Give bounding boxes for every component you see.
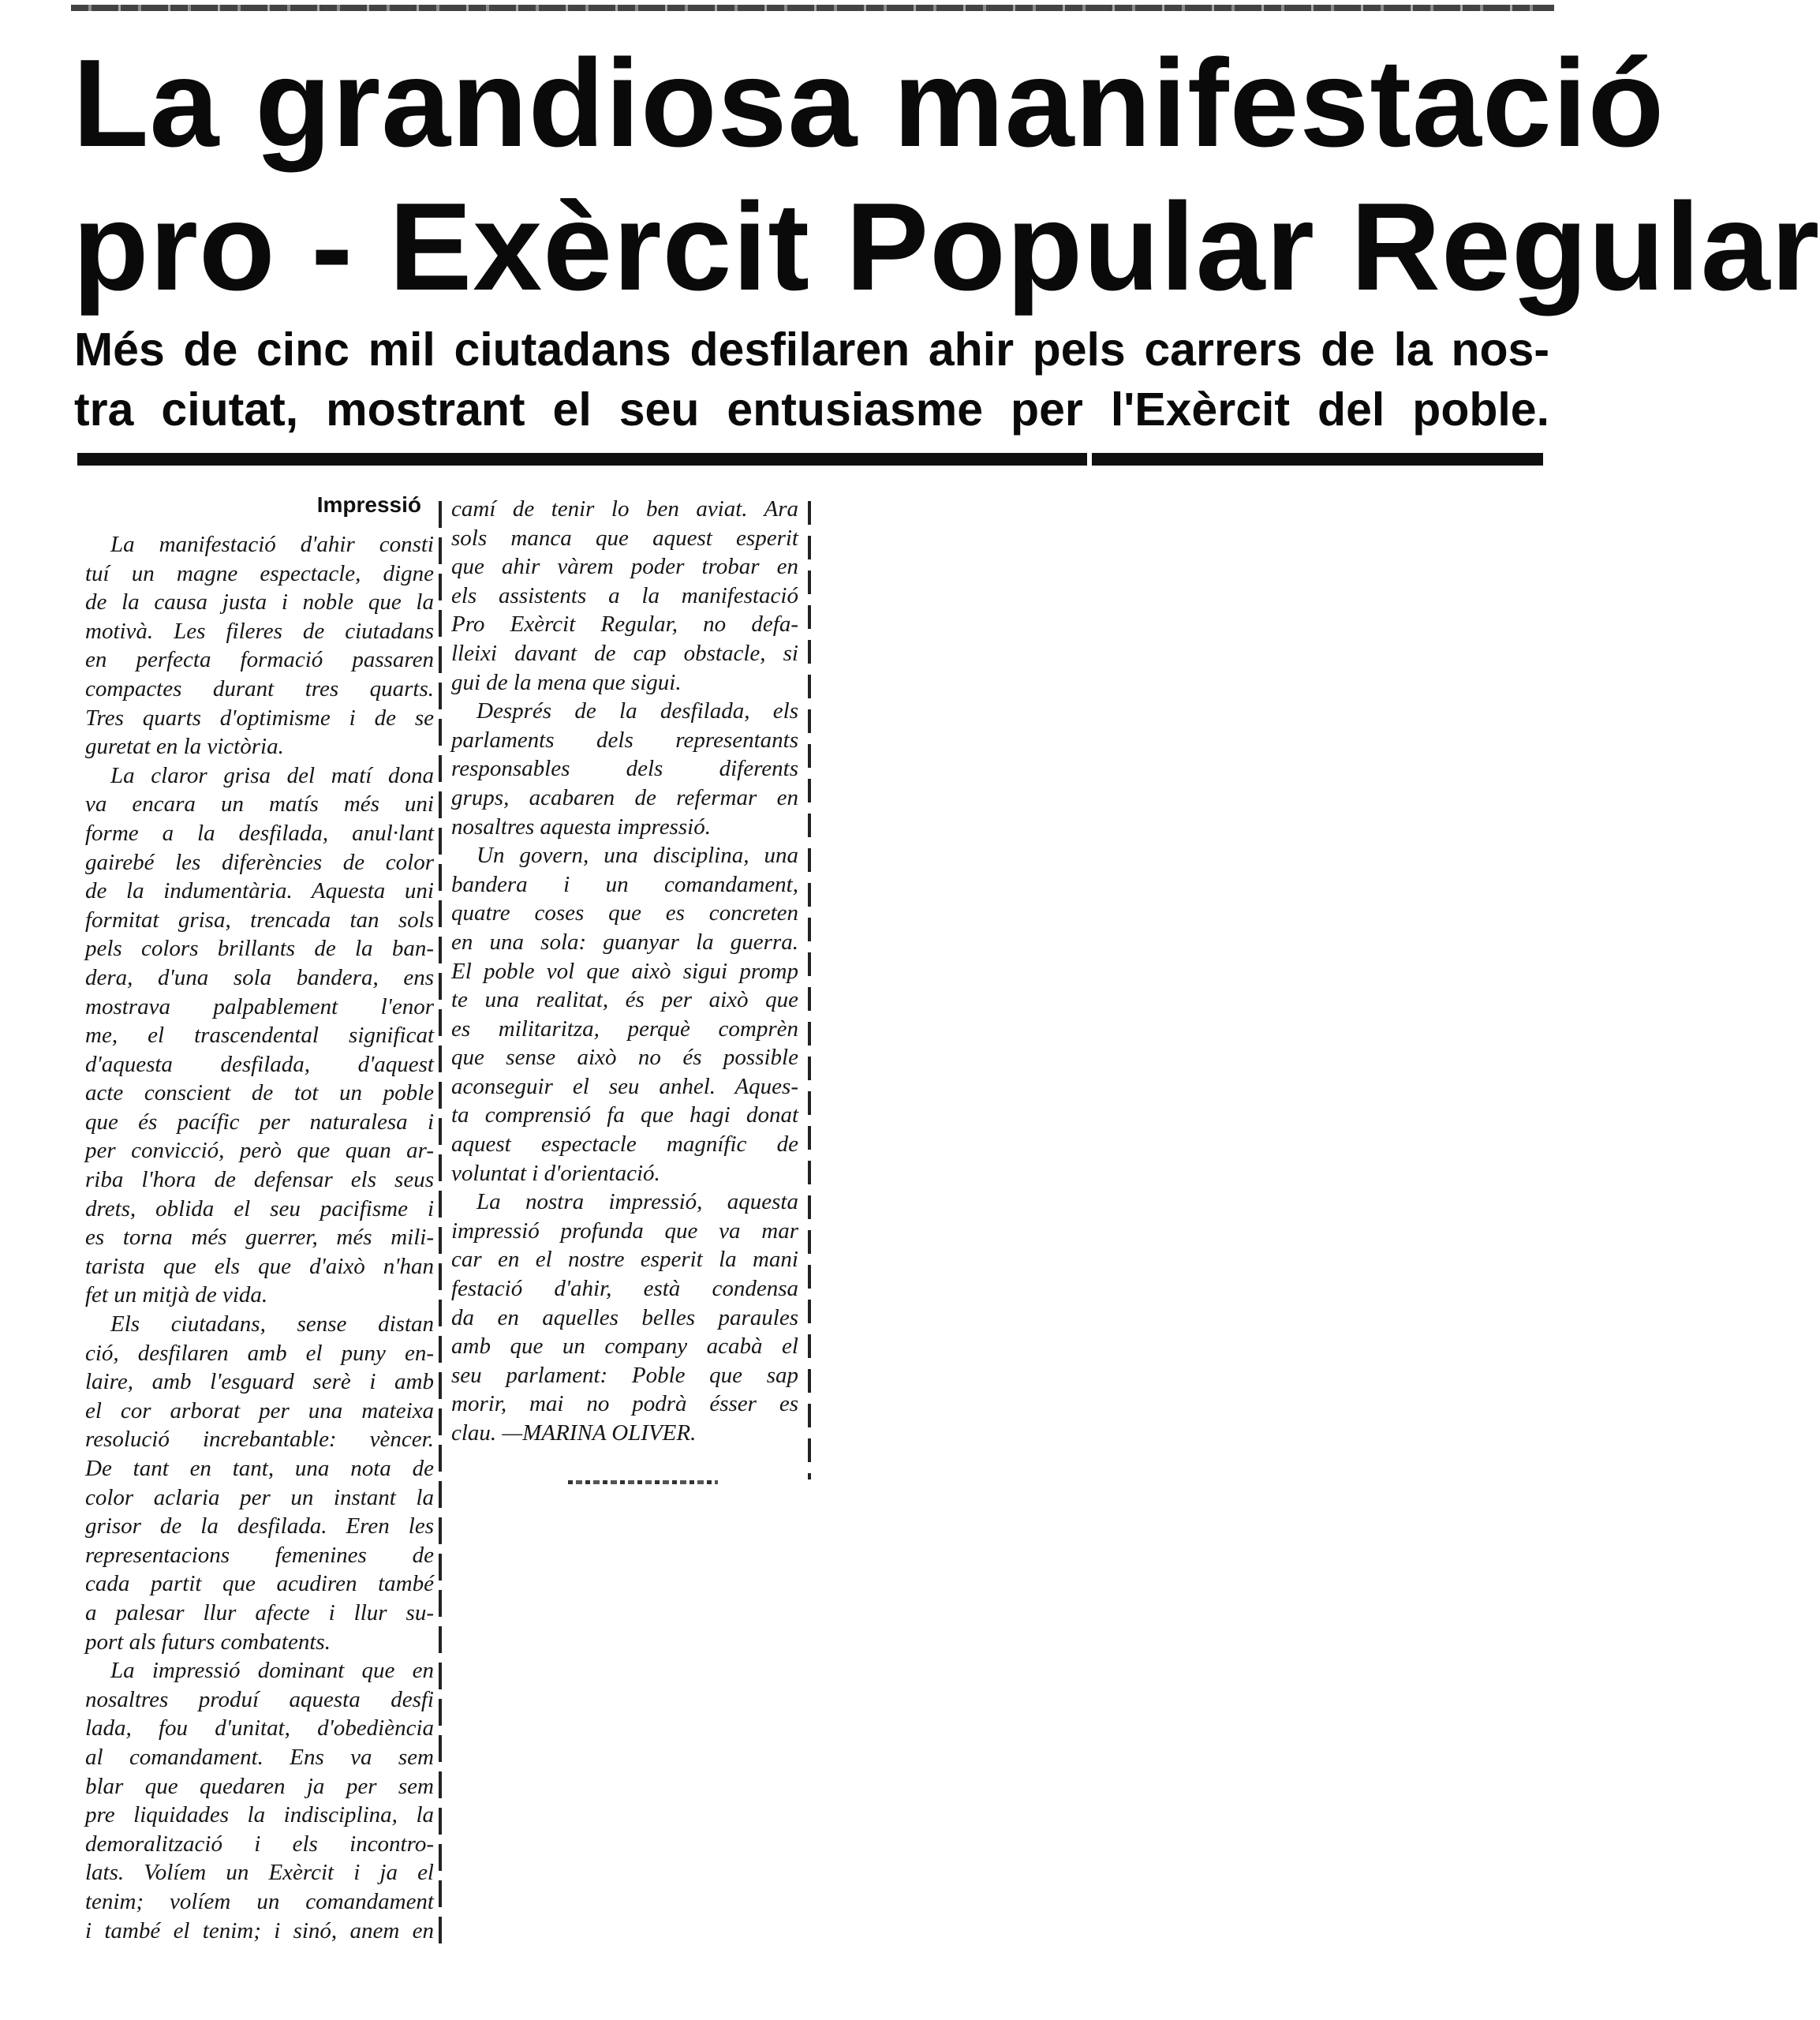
article-line: da en aquelles belles paraules — [451, 1304, 798, 1330]
article-line: es militaritza, perquè comprèn — [451, 1016, 798, 1042]
article-line: pre liquidades la indisciplina, la — [85, 1802, 434, 1828]
article-line: acte conscient de tot un poble — [85, 1080, 434, 1106]
article-line: que és pacífic per naturalesa i — [85, 1109, 434, 1135]
article-line: port als futurs combatents. — [85, 1629, 331, 1655]
article-line: tenim; volíem un comandament — [85, 1888, 434, 1914]
article-line: Després de la desfilada, els — [476, 698, 798, 724]
article-line: aconseguir el seu anhel. Aques- — [451, 1073, 798, 1099]
article-line: responsables dels diferents — [451, 756, 798, 782]
article-line: va encara un matís més uni — [85, 791, 434, 817]
article-line: en una sola: guanyar la guerra. — [451, 929, 798, 955]
article-line: Els ciutadans, sense distan — [110, 1311, 434, 1337]
section-title: Impressió — [316, 492, 421, 517]
article-line: al comandament. Ens va sem — [85, 1744, 434, 1770]
article-line: aquest espectacle magnífic de — [451, 1132, 798, 1158]
article-line: sols manca que aquest esperit — [451, 525, 798, 551]
article-line: voluntat i d'orientació. — [451, 1160, 660, 1186]
article-line: me, el trascendental significat — [85, 1023, 434, 1049]
article-line: laire, amb l'esguard serè i amb — [85, 1369, 434, 1395]
article-column-right — [451, 495, 798, 1448]
article-line: de la causa justa i noble que la — [85, 589, 434, 615]
article-line: motivà. Les fileres de ciutadans — [85, 618, 434, 644]
article-line: pels colors brillants de la ban- — [85, 936, 434, 962]
article-line: formitat grisa, trencada tan sols — [85, 907, 434, 933]
article-line: car en el nostre esperit la mani — [451, 1247, 798, 1273]
article-line: ció, desfilaren amb el puny en- — [85, 1340, 434, 1366]
article-line: parlaments dels representants — [451, 727, 798, 753]
article-line: guretat en la victòria. — [85, 734, 284, 760]
headline — [73, 32, 1820, 319]
article-line: La manifestació d'ahir consti — [110, 532, 434, 557]
article-line: gui de la mena que sigui. — [451, 669, 682, 695]
article-line: Tres quarts d'optimisme i de se — [85, 705, 434, 731]
article-line: drets, oblida el seu pacifisme i — [85, 1195, 434, 1221]
article-line: te una realitat, és per això que — [451, 987, 798, 1013]
top-rule — [71, 5, 1554, 11]
article-line: La claror grisa del matí dona — [110, 762, 434, 788]
article-line: nosaltres aquesta impressió. — [451, 814, 711, 840]
article-line: La nostra impressió, aquesta — [476, 1189, 798, 1215]
headline-line-1: La grandiosa manifestació — [73, 34, 1665, 173]
article-line: fet un mitjà de vida. — [85, 1282, 268, 1308]
article-line: festació d'ahir, està condensa — [451, 1276, 798, 1302]
article-line: amb que un company acabà el — [451, 1334, 798, 1360]
article-line: Pro Exèrcit Regular, no defa- — [451, 612, 798, 638]
article-line: blar que quedaren ja per sem — [85, 1773, 434, 1799]
article-line: impressió profunda que va mar — [451, 1218, 798, 1244]
article-line: de la indumentària. Aquesta uni — [85, 878, 434, 904]
article-line: el cor arborat per una mateixa — [85, 1397, 434, 1423]
article-line: en perfecta formació passaren — [85, 647, 434, 673]
article-line: que ahir vàrem poder trobar en — [451, 554, 798, 580]
article-line: representacions femenines de — [85, 1542, 434, 1568]
article-line: clau. —MARINA OLIVER. — [451, 1420, 697, 1446]
article-line: tarista que els que d'això n'han — [85, 1253, 434, 1279]
article-line: i també el tenim; i sinó, anem en — [85, 1917, 434, 1943]
headline-line-2: pro - Exèrcit Popular Regular — [73, 178, 1820, 316]
article-column-left — [85, 530, 434, 1945]
article-line: a palesar llur afecte i llur su- — [85, 1599, 434, 1625]
article-line: dera, d'una sola bandera, ens — [85, 964, 434, 990]
article-line: De tant en tant, una nota de — [85, 1456, 434, 1481]
column-divider — [439, 501, 442, 1945]
article-line: d'aquesta desfilada, d'aquest — [85, 1051, 434, 1077]
article-line: grisor de la desfilada. Eren les — [85, 1513, 434, 1539]
article-line: lats. Volíem un Exèrcit i ja el — [85, 1860, 434, 1886]
article-line: seu parlament: Poble que sap — [451, 1362, 798, 1388]
headline-rule-left — [77, 453, 1087, 466]
article-line: lleixi davant de cap obstacle, si — [451, 640, 798, 666]
article-line: cada partit que acudiren també — [85, 1571, 434, 1597]
article-end-mark — [568, 1480, 718, 1484]
article-line: per convicció, però que quan ar- — [85, 1138, 434, 1164]
article-line: gairebé les diferències de color — [85, 849, 434, 875]
article-line: forme a la desfilada, anul·lant — [85, 820, 434, 846]
article-line: color aclaria per un instant la — [85, 1484, 434, 1510]
article-line: que sense això no és possible — [451, 1045, 798, 1071]
article-line: grups, acabaren de refermar en — [451, 784, 798, 810]
article-line: demoralització i els incontro- — [85, 1831, 434, 1857]
article-line: ta comprensió fa que hagi donat — [451, 1102, 798, 1128]
article-line: nosaltres produí aquesta desfi — [85, 1686, 434, 1712]
article-line: quatre coses que es concreten — [451, 900, 798, 926]
article-line: camí de tenir lo ben aviat. Ara — [451, 496, 798, 522]
article-line: La impressió dominant que en — [110, 1658, 434, 1684]
article-line: bandera i un comandament, — [451, 871, 798, 897]
article-line: lada, fou d'unitat, d'obediència — [85, 1715, 434, 1741]
article-line: riba l'hora de defensar els seus — [85, 1167, 434, 1193]
subheadline — [74, 320, 1549, 440]
article-line: mostrava palpablement l'enor — [85, 993, 434, 1019]
article-line: Un govern, una disciplina, una — [476, 843, 798, 869]
article-line: es torna més guerrer, més mili- — [85, 1225, 434, 1251]
article-line: morir, mai no podrà ésser es — [451, 1391, 798, 1417]
subheadline-line-2: tra ciutat, mostrant el seu entusiasme per l'Exèrcit del poble. — [74, 383, 1549, 436]
headline-rule-right — [1092, 453, 1543, 466]
subheadline-line-1: Més de cinc mil ciutadans desfilaren ahir pels carrers de la nos- — [74, 324, 1549, 376]
article-line: els assistents a la manifestació — [451, 582, 798, 608]
article-line: resolució increbantable: vèncer. — [85, 1427, 434, 1453]
article-line: tuí un magne espectacle, digne — [85, 560, 434, 586]
column-divider-right — [808, 501, 811, 1479]
article-line: El poble vol que això sigui promp — [451, 958, 798, 984]
article-line: compactes durant tres quarts. — [85, 675, 434, 701]
